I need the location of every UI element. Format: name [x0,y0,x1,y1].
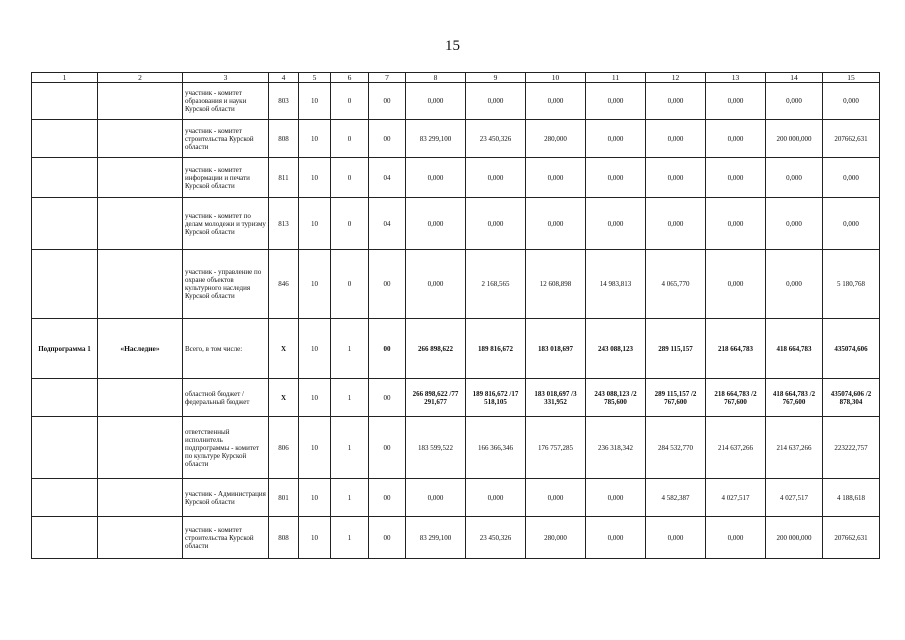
cell-value: 4 188,618 [823,479,880,517]
cell-value: 200 000,000 [766,120,823,158]
cell-description: областной бюджет /федеральный бюджет [183,379,269,417]
cell-code: 00 [369,83,406,120]
cell-value: 0,000 [406,158,466,198]
cell-code: 803 [269,83,299,120]
table-row [32,83,880,120]
cell-value: 189 816,672 [466,319,526,379]
cell-value: 0,000 [646,517,706,559]
column-header: 14 [766,73,823,83]
cell-name [98,379,183,417]
column-header: 4 [269,73,299,83]
cell-code: Х [269,319,299,379]
cell-value: 183 018,697 /3 331,952 [526,379,586,417]
cell-code: 813 [269,198,299,250]
cell-name [98,83,183,120]
cell-value: 289 115,157 /2 767,600 [646,379,706,417]
cell-value: 280,000 [526,120,586,158]
cell-value: 0,000 [766,198,823,250]
cell-value: 14 983,813 [586,250,646,319]
cell-program: Подпрограмма 1 [32,319,98,379]
column-header: 1 [32,73,98,83]
cell-value: 12 608,898 [526,250,586,319]
header-row [32,73,880,83]
cell-code: 00 [369,379,406,417]
cell-description: участник - комитет по делам молодежи и туризму Курской области [183,198,269,250]
table-row [32,120,880,158]
cell-code: 10 [299,83,331,120]
cell-name [98,158,183,198]
cell-value: 223222,757 [823,417,880,479]
column-header: 6 [331,73,369,83]
cell-value: 0,000 [646,83,706,120]
cell-code: 00 [369,319,406,379]
cell-value: 0,000 [466,158,526,198]
cell-code: 10 [299,379,331,417]
cell-description: участник - комитет образования и науки Курской области [183,83,269,120]
cell-value: 218 664,783 [706,319,766,379]
cell-code: 10 [299,158,331,198]
cell-code: 0 [331,198,369,250]
cell-value: 435074,606 [823,319,880,379]
cell-value: 214 637,266 [766,417,823,479]
cell-code: 846 [269,250,299,319]
cell-code: 10 [299,319,331,379]
cell-code: 1 [331,379,369,417]
cell-value: 0,000 [466,479,526,517]
cell-value: 83 299,100 [406,517,466,559]
cell-value: 0,000 [706,250,766,319]
cell-value: 0,000 [766,83,823,120]
cell-code: 806 [269,417,299,479]
cell-value: 418 664,783 /2 767,600 [766,379,823,417]
cell-code: 0 [331,83,369,120]
cell-code: 00 [369,120,406,158]
cell-value: 207662,631 [823,120,880,158]
column-header: 10 [526,73,586,83]
cell-value: 0,000 [406,83,466,120]
cell-value: 0,000 [406,479,466,517]
table-row [32,417,880,479]
cell-description: участник - Администрация Курской области [183,479,269,517]
cell-code: 808 [269,517,299,559]
cell-code: 1 [331,319,369,379]
cell-description: Всего, в том числе: [183,319,269,379]
table-row-subprogram-total [32,319,880,379]
cell-code: 1 [331,517,369,559]
cell-value: 23 450,326 [466,517,526,559]
cell-value: 0,000 [766,158,823,198]
cell-code: 10 [299,120,331,158]
cell-value: 0,000 [823,198,880,250]
cell-program [32,120,98,158]
cell-code: 10 [299,417,331,479]
cell-name [98,479,183,517]
cell-code: Х [269,379,299,417]
cell-code: 04 [369,158,406,198]
cell-code: 811 [269,158,299,198]
cell-description: участник - комитет информации и печати Курской области [183,158,269,198]
cell-value: 0,000 [586,517,646,559]
cell-value: 0,000 [706,198,766,250]
cell-value: 0,000 [706,120,766,158]
cell-value: 0,000 [586,479,646,517]
cell-code: 808 [269,120,299,158]
cell-value: 4 065,770 [646,250,706,319]
cell-program [32,379,98,417]
table-row [32,379,880,417]
table-row [32,198,880,250]
cell-value: 5 180,768 [823,250,880,319]
table-row [32,158,880,198]
cell-value: 2 168,565 [466,250,526,319]
column-header: 2 [98,73,183,83]
cell-value: 189 816,672 /17 518,105 [466,379,526,417]
cell-value: 0,000 [646,158,706,198]
cell-value: 0,000 [646,120,706,158]
column-header: 7 [369,73,406,83]
column-header: 3 [183,73,269,83]
cell-name [98,417,183,479]
cell-code: 10 [299,250,331,319]
cell-value: 0,000 [766,250,823,319]
cell-value: 435074,606 /2 878,304 [823,379,880,417]
cell-name: «Наследие» [98,319,183,379]
cell-value: 0,000 [706,83,766,120]
cell-code: 00 [369,479,406,517]
cell-value: 0,000 [406,250,466,319]
cell-value: 207662,631 [823,517,880,559]
cell-value: 289 115,157 [646,319,706,379]
cell-code: 0 [331,250,369,319]
cell-value: 4 027,517 [766,479,823,517]
column-header: 15 [823,73,880,83]
cell-value: 0,000 [526,479,586,517]
column-header: 11 [586,73,646,83]
cell-code: 801 [269,479,299,517]
cell-program [32,417,98,479]
cell-code: 1 [331,479,369,517]
cell-program [32,479,98,517]
cell-value: 0,000 [823,83,880,120]
cell-value: 0,000 [466,83,526,120]
cell-value: 4 582,387 [646,479,706,517]
cell-name [98,517,183,559]
cell-value: 183 599,522 [406,417,466,479]
column-header: 8 [406,73,466,83]
column-header: 13 [706,73,766,83]
cell-name [98,250,183,319]
cell-value: 0,000 [646,198,706,250]
cell-value: 83 299,100 [406,120,466,158]
cell-value: 166 366,346 [466,417,526,479]
cell-value: 23 450,326 [466,120,526,158]
cell-value: 243 088,123 [586,319,646,379]
cell-code: 0 [331,158,369,198]
cell-code: 00 [369,417,406,479]
cell-value: 0,000 [586,120,646,158]
column-header: 5 [299,73,331,83]
cell-value: 218 664,783 /2 767,600 [706,379,766,417]
cell-name [98,120,183,158]
cell-code: 10 [299,198,331,250]
cell-value: 0,000 [586,158,646,198]
cell-value: 0,000 [823,158,880,198]
column-header: 12 [646,73,706,83]
cell-code: 10 [299,517,331,559]
cell-value: 0,000 [706,158,766,198]
cell-code: 04 [369,198,406,250]
cell-value: 0,000 [586,83,646,120]
cell-description: участник - комитет строительства Курской области [183,517,269,559]
cell-value: 0,000 [586,198,646,250]
cell-program [32,517,98,559]
cell-name [98,198,183,250]
page-number: 15 [445,38,460,54]
table-row [32,517,880,559]
table-row [32,250,880,319]
cell-program [32,158,98,198]
budget-table [31,72,880,559]
cell-code: 00 [369,250,406,319]
cell-value: 0,000 [406,198,466,250]
cell-code: 1 [331,417,369,479]
cell-value: 266 898,622 [406,319,466,379]
cell-description: участник - комитет строительства Курской области [183,120,269,158]
cell-value: 183 018,697 [526,319,586,379]
cell-value: 284 532,770 [646,417,706,479]
cell-value: 200 000,000 [766,517,823,559]
cell-value: 0,000 [526,83,586,120]
cell-value: 418 664,783 [766,319,823,379]
cell-value: 0,000 [466,198,526,250]
cell-code: 00 [369,517,406,559]
cell-value: 0,000 [706,517,766,559]
cell-value: 214 637,266 [706,417,766,479]
cell-value: 280,000 [526,517,586,559]
cell-code: 0 [331,120,369,158]
cell-value: 0,000 [526,198,586,250]
cell-value: 176 757,285 [526,417,586,479]
cell-value: 4 027,517 [706,479,766,517]
cell-value: 236 318,342 [586,417,646,479]
column-header: 9 [466,73,526,83]
table-row [32,479,880,517]
cell-code: 10 [299,479,331,517]
cell-value: 266 898,622 /77 291,677 [406,379,466,417]
cell-description: ответственный исполнитель подпрограммы - комитет по культуре Курской области [183,417,269,479]
cell-program [32,198,98,250]
cell-description: участник - управление по охране объектов культурного наследия Курской области [183,250,269,319]
cell-program [32,83,98,120]
cell-value: 0,000 [526,158,586,198]
cell-program [32,250,98,319]
cell-value: 243 088,123 /2 785,600 [586,379,646,417]
